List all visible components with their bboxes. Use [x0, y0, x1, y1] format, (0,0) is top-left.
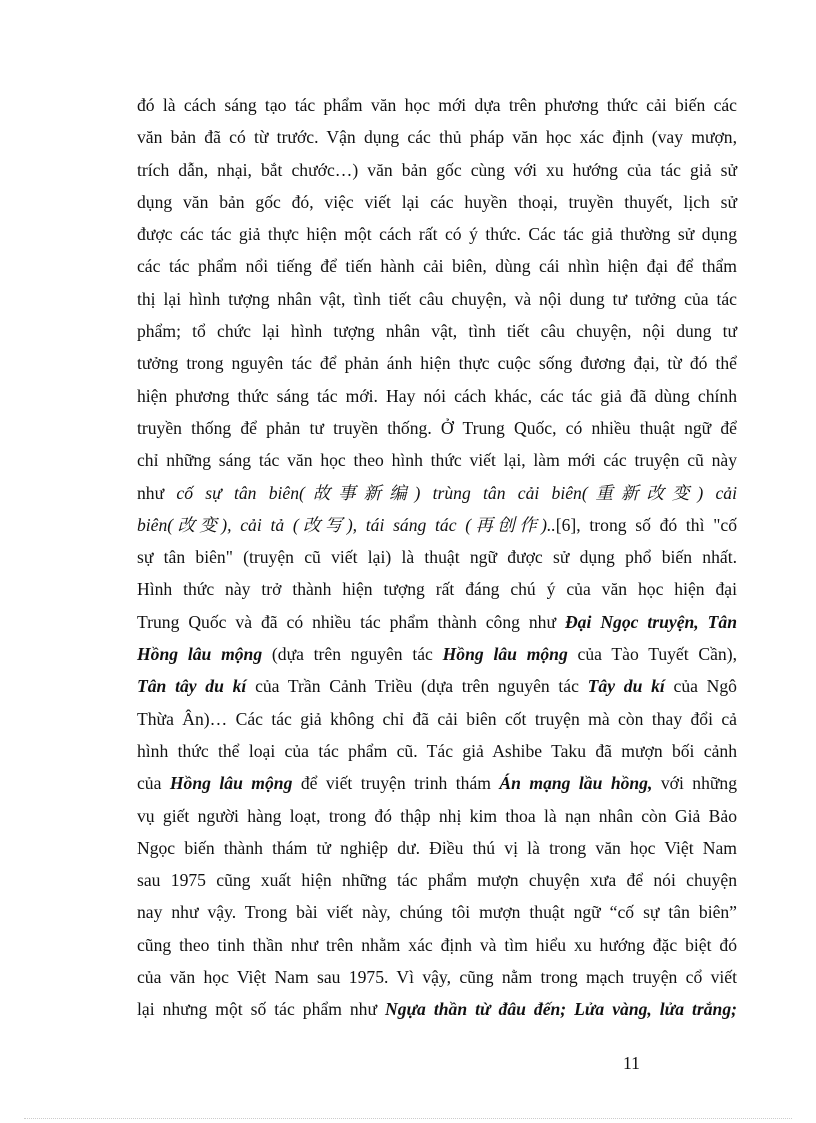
text-run: của Trần Cảnh Triều (dựa trên nguyên tác — [246, 676, 588, 697]
text-line — [137, 156, 737, 188]
text-run: cũng theo tinh thần như trên nhằm xác định và tìm hiểu xu hướng đặc biệt đó — [137, 934, 737, 955]
text-run: các tác phẩm nổi tiếng để tiến hành cải biên, dùng cái nhìn hiện đại để thẩm — [137, 256, 737, 277]
text-line — [137, 188, 737, 220]
text-run: văn bản đã có từ trước. Vận dụng các thủ pháp văn học xác định (vay mượn, — [137, 127, 737, 148]
text-run: truyền thống để phản tư truyền thống. Ở Trung Quốc, có nhiều thuật ngữ để — [137, 417, 737, 438]
text-run: chỉ những sáng tác văn học theo hình thức viết lại, làm mới các truyện cũ này — [137, 450, 737, 471]
text-run: thị lại hình tượng nhân vật, tình tiết câu chuyện, và nội dung tư tưởng của tác — [137, 288, 737, 309]
text-run: của Ngô — [664, 676, 737, 697]
text-run: lại nhưng một số tác phẩm như — [137, 999, 386, 1020]
text-run: được các tác giả thực hiện một cách rất có ý thức. Các tác giả thường sử dụng — [137, 224, 737, 245]
text-run: [6], trong số đó thì "cố — [555, 514, 737, 535]
text-run: tưởng trong nguyên tác để phản ánh hiện thực cuộc sống đương đại, từ đó thể — [137, 353, 737, 374]
work-title: Tân tây du kí — [137, 676, 247, 697]
text-line — [137, 834, 737, 866]
text-run: nay như vậy. Trong bài viết này, chúng tôi mượn thuật ngữ “cố sự tân biên” — [137, 902, 737, 923]
text-line — [137, 285, 737, 317]
page-number: 11 — [623, 1053, 640, 1073]
work-title: Đại Ngọc truyện, Tân — [564, 611, 737, 632]
italic-term: biên(改变), cải tả (改写), tái sáng tác (再创作).. — [137, 514, 556, 535]
text-line — [137, 705, 737, 737]
text-run: của văn học Việt Nam sau 1975. Vì vậy, cũng nằm trong mạch truyện cổ viết — [137, 967, 737, 988]
work-title: Án mạng lầu hồng, — [499, 773, 653, 794]
text-line — [137, 640, 737, 672]
text-run: vụ giết người hàng loạt, trong đó thập nhị kim thoa là nạn nhân còn Giả Bảo — [137, 805, 737, 826]
text-run: sự tân biên" (truyện cũ viết lại) là thuật ngữ được sử dụng phổ biến nhất. — [137, 547, 737, 568]
work-title: Hồng lâu mộng — [137, 644, 263, 665]
text-line — [137, 252, 737, 284]
body-paragraph — [137, 91, 737, 1028]
text-run: Trung Quốc và đã có nhiều tác phẩm thành công như — [137, 611, 565, 632]
text-line — [137, 349, 737, 381]
text-line — [137, 414, 737, 446]
text-line — [137, 382, 737, 414]
text-run: Thừa Ân)… Các tác giả không chỉ đã cải biên cốt truyện mà còn thay đổi cả — [137, 708, 737, 729]
work-title: Tây du kí — [587, 676, 665, 697]
text-run: Ngọc biến thành thám tử nghiệp dư. Điều thú vị là trong văn học Việt Nam — [137, 837, 737, 858]
text-line — [137, 220, 737, 252]
text-line — [137, 608, 737, 640]
text-run: phẩm; tổ chức lại hình tượng nhân vật, tình tiết câu chuyện, nội dung tư — [137, 321, 737, 342]
text-run: hình thức thể loại của tác phẩm cũ. Tác giả Ashibe Taku đã mượn bối cảnh — [137, 740, 737, 761]
work-title: Hồng lâu mộng — [442, 644, 568, 665]
text-line — [137, 511, 737, 543]
text-run: của — [137, 773, 170, 794]
text-line — [137, 123, 737, 155]
text-line — [137, 446, 737, 478]
text-line — [137, 931, 737, 963]
text-line — [137, 543, 737, 575]
text-run: Hình thức này trở thành hiện tượng rất đáng chú ý của văn học hiện đại — [137, 579, 737, 600]
text-line — [137, 317, 737, 349]
text-line — [137, 672, 737, 704]
text-line — [137, 866, 737, 898]
text-run: trích dẫn, nhại, bắt chước…) văn bản gốc cùng với xu hướng của tác giả sử — [137, 159, 737, 180]
text-run: sau 1975 cũng xuất hiện những tác phẩm mượn chuyện xưa để nói chuyện — [137, 870, 737, 891]
text-run: như — [137, 482, 177, 503]
work-title: Hồng lâu mộng — [169, 773, 293, 794]
page-bottom-divider — [24, 1118, 792, 1119]
text-line — [137, 963, 737, 995]
text-line — [137, 737, 737, 769]
text-line — [137, 91, 737, 123]
text-line — [137, 479, 737, 511]
text-run: để viết truyện trinh thám — [292, 773, 500, 794]
text-run: dụng văn bản gốc đó, việc viết lại các huyền thoại, truyền thuyết, lịch sử — [137, 191, 737, 212]
text-run: (dựa trên nguyên tác — [262, 644, 443, 665]
text-line — [137, 995, 737, 1027]
text-run: đó là cách sáng tạo tác phẩm văn học mới dựa trên phương thức cải biến các — [137, 95, 737, 115]
italic-term: cố sự tân biên(故事新编) trùng tân cải biên(重新改变) cải — [176, 482, 737, 503]
text-run: của Tào Tuyết Cần), — [567, 644, 737, 665]
text-line — [137, 898, 737, 930]
text-line — [137, 802, 737, 834]
text-run: với những — [652, 773, 737, 794]
work-title: Ngựa thần từ đâu đến; Lửa vàng, lửa trắng; — [385, 999, 737, 1020]
text-line — [137, 575, 737, 607]
text-run: hiện phương thức sáng tác mới. Hay nói cách khác, các tác giả đã dùng chính — [137, 385, 737, 406]
text-line — [137, 769, 737, 801]
